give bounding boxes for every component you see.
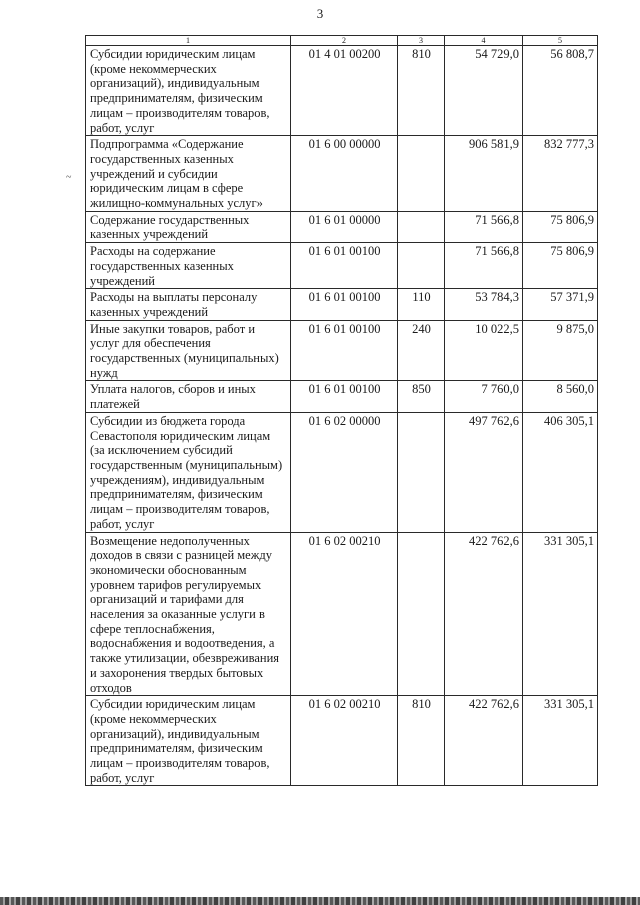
row-code: 01 6 02 00000 — [291, 412, 398, 532]
table-row — [86, 136, 598, 212]
page-number: 3 — [316, 6, 324, 21]
row-value-2: 57 371,9 — [523, 289, 598, 320]
row-expense-type — [398, 211, 445, 242]
row-value-2: 331 305,1 — [523, 532, 598, 696]
row-code: 01 6 01 00100 — [291, 381, 398, 412]
row-value-2: 75 806,9 — [523, 243, 598, 289]
row-code: 01 6 02 00210 — [291, 696, 398, 786]
row-name: Субсидии юридическим лицам (кроме некоммерческих организаций), индивидуальным предпринимателям, физическим лицам – производителям товаров, работ, услуг — [86, 696, 291, 786]
table-row — [86, 412, 598, 532]
row-code: 01 6 01 00100 — [291, 289, 398, 320]
row-name: Субсидии юридическим лицам (кроме некоммерческих организаций), индивидуальным предпринимателям, физическим лицам – производителям товаров, работ, услуг — [86, 46, 291, 136]
row-code: 01 6 01 00000 — [291, 211, 398, 242]
row-value-1: 7 760,0 — [445, 381, 523, 412]
row-expense-type: 850 — [398, 381, 445, 412]
table-row — [86, 46, 598, 136]
column-number: 1 — [86, 36, 291, 46]
row-name: Возмещение недополученных доходов в связи с разницей между экономически обоснованным уровнем тарифов регулируемых организаций и тарифами для населения за оказанные услуги в сфере теплоснабжения, водоснабжения и водоотведения, а также утилизации, обезвреживания и захоронения твердых бытовых отходов — [86, 532, 291, 696]
row-value-2: 56 808,7 — [523, 46, 598, 136]
margin-mark: ~ — [66, 172, 72, 183]
row-name: Расходы на содержание государственных казенных учреждений — [86, 243, 291, 289]
table-row — [86, 381, 598, 412]
row-value-1: 10 022,5 — [445, 320, 523, 381]
table-row — [86, 320, 598, 381]
table-row — [86, 211, 598, 242]
row-value-2: 832 777,3 — [523, 136, 598, 212]
scan-edge-artifact — [0, 897, 640, 905]
budget-table — [85, 35, 598, 786]
column-number: 5 — [523, 36, 598, 46]
row-name: Содержание государственных казенных учреждений — [86, 211, 291, 242]
row-expense-type: 810 — [398, 696, 445, 786]
row-name: Подпрограмма «Содержание государственных казенных учреждений и субсидии юридическим лицам в сфере жилищно-коммунальных услуг» — [86, 136, 291, 212]
table-row — [86, 696, 598, 786]
row-value-1: 71 566,8 — [445, 243, 523, 289]
column-number: 2 — [291, 36, 398, 46]
row-expense-type: 240 — [398, 320, 445, 381]
column-number: 3 — [398, 36, 445, 46]
row-expense-type — [398, 243, 445, 289]
row-expense-type: 810 — [398, 46, 445, 136]
row-expense-type — [398, 412, 445, 532]
row-value-1: 53 784,3 — [445, 289, 523, 320]
row-value-2: 406 305,1 — [523, 412, 598, 532]
row-value-1: 54 729,0 — [445, 46, 523, 136]
row-name: Уплата налогов, сборов и иных платежей — [86, 381, 291, 412]
column-number: 4 — [445, 36, 523, 46]
table-row — [86, 532, 598, 696]
row-code: 01 4 01 00200 — [291, 46, 398, 136]
row-value-2: 9 875,0 — [523, 320, 598, 381]
column-number-row — [86, 36, 598, 46]
row-code: 01 6 01 00100 — [291, 243, 398, 289]
row-value-1: 497 762,6 — [445, 412, 523, 532]
row-code: 01 6 00 00000 — [291, 136, 398, 212]
row-name: Субсидии из бюджета города Севастополя юридическим лицам (за исключением субсидий государственным (муниципальным) учреждениям), индивидуальным предпринимателям, физическим лицам – производителям товаров, работ, услуг — [86, 412, 291, 532]
row-value-2: 75 806,9 — [523, 211, 598, 242]
row-expense-type — [398, 532, 445, 696]
row-value-2: 8 560,0 — [523, 381, 598, 412]
row-name: Расходы на выплаты персоналу казенных учреждений — [86, 289, 291, 320]
row-code: 01 6 02 00210 — [291, 532, 398, 696]
row-expense-type: 110 — [398, 289, 445, 320]
row-value-2: 331 305,1 — [523, 696, 598, 786]
row-value-1: 422 762,6 — [445, 532, 523, 696]
row-name: Иные закупки товаров, работ и услуг для обеспечения государственных (муниципальных) нужд — [86, 320, 291, 381]
table-row — [86, 289, 598, 320]
row-value-1: 906 581,9 — [445, 136, 523, 212]
table-row — [86, 243, 598, 289]
row-expense-type — [398, 136, 445, 212]
row-value-1: 422 762,6 — [445, 696, 523, 786]
row-value-1: 71 566,8 — [445, 211, 523, 242]
row-code: 01 6 01 00100 — [291, 320, 398, 381]
